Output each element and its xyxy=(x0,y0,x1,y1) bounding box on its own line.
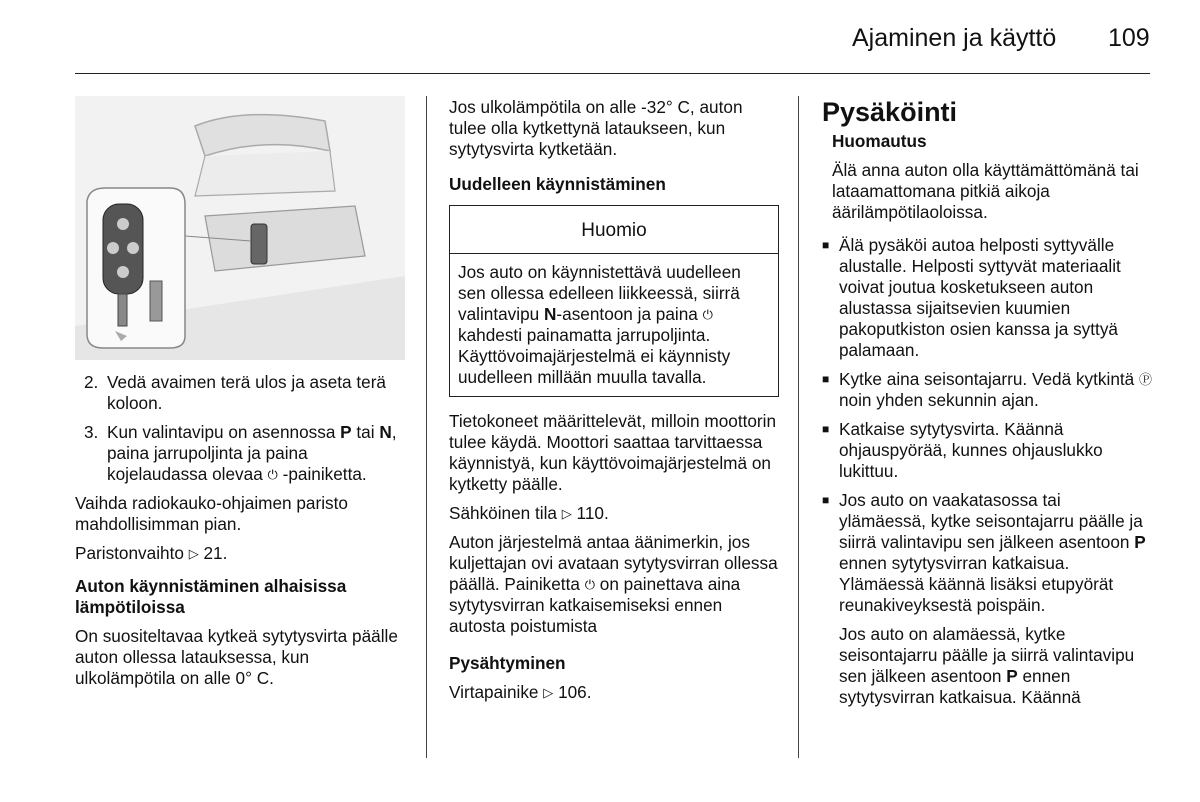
list-item xyxy=(75,422,410,485)
bullet-icon: ■ xyxy=(822,493,830,507)
power-icon: ⏻ xyxy=(267,467,278,482)
warning-box xyxy=(449,205,779,397)
cross-reference: Paristonvaihto ▷ 21. xyxy=(75,543,228,563)
page-ref-icon: ▷ xyxy=(188,546,199,561)
paragraph: Vaihda radiokauko-ohjaimen paristo mahdollisimman pian. xyxy=(75,493,348,534)
gear-p: P xyxy=(340,422,352,442)
key-slot-illustration xyxy=(75,96,405,360)
paragraph: Jos ulkolämpötila on alle -32° C, auton tulee olla kytkettynä lataukseen, kun sytytysvirta kytketään. xyxy=(449,97,743,159)
note-block xyxy=(822,131,1152,223)
column-divider-1 xyxy=(426,96,427,758)
list-item: ■ Katkaise sytytysvirta. Käännä ohjauspyörää, kunnes ohjauslukko lukittuu. xyxy=(822,419,1103,481)
gear-p: P xyxy=(1006,666,1018,686)
column-1 xyxy=(75,372,410,697)
note-title: Huomautus xyxy=(832,131,927,151)
note-text: Älä anna auton olla käyttämättömänä tai lataamattomana pitkiä aikoja äärilämpötilaoloissa. xyxy=(832,160,1139,222)
paragraph: On suositeltavaa kytkeä sytytysvirta päälle auton ollessa latauksessa, kun ulkolämpötila on alle 0° C. xyxy=(75,626,398,688)
warning-title: Huomio xyxy=(450,206,778,254)
column-2 xyxy=(449,97,779,711)
header-rule xyxy=(75,73,1150,74)
list-text: , paina jarrupoljinta ja paina kojelaudassa olevaa xyxy=(107,422,397,484)
power-icon: ⏻ xyxy=(584,577,595,592)
parking-brake-icon: Ⓟ xyxy=(1139,372,1153,387)
section-heading: Pysäköinti xyxy=(822,97,958,127)
bullet-icon: ■ xyxy=(822,422,830,436)
page-number: 109 xyxy=(1108,24,1150,52)
subheading: Auton käynnistäminen alhaisissa lämpötiloissa xyxy=(75,576,347,617)
paragraph: Auton järjestelmä antaa äänimerkin, jos kuljettajan ovi avataan sytytysvirran ollessa päällä. Painiketta ⏻ on painettava aina sytytysvirran katkaisemiseksi ennen autosta poistumista xyxy=(449,532,778,636)
subheading: Pysähtyminen xyxy=(449,653,566,673)
gear-n: N xyxy=(379,422,392,442)
cross-reference: Virtapainike ▷ 106. xyxy=(449,682,592,702)
cross-reference: Sähköinen tila ▷ 110. xyxy=(449,503,609,523)
gear-n: N xyxy=(544,304,557,324)
bullet-icon: ■ xyxy=(822,238,830,252)
warning-text: Jos auto on käynnistettävä uudelleen sen ollessa edelleen liikkeessä, siirrä valintavipu N-asentoon ja paina ⏻ kahdesti painamatta jarrupoljinta. Käyttövoimajärjestelmä ei käynnisty uudelleen millään muulla tavalla. xyxy=(458,262,741,387)
list-item: ■ Älä pysäköi autoa helposti syttyvälle alustalle. Helposti syttyvät materiaalit voivat joutua kosketukseen auton alustassa sijaitsevien kuumien pakoputkiston osien kanssa ja syttyä palamaan. xyxy=(822,235,1121,360)
list-item xyxy=(75,372,410,414)
page-ref-icon: ▷ xyxy=(543,685,554,700)
bullet-icon: ■ xyxy=(822,372,830,386)
list-number: 3. xyxy=(84,422,99,442)
list-text: Vedä avaimen terä ulos ja aseta terä koloon. xyxy=(107,372,386,413)
header-title: Ajaminen ja käyttö xyxy=(852,24,1057,52)
list-item: ■ Jos auto on vaakatasossa tai ylämäessä, kytke seisontajarru päälle ja siirrä valintavipu sen jälkeen asentoon P ennen sytytysvirran katkaisua. Ylämäessä käännä lisäksi etupyörät reunakiveyksestä poispäin. xyxy=(822,490,1146,615)
list-text: tai xyxy=(351,422,380,442)
power-icon: ⏻ xyxy=(702,307,713,322)
subheading: Uudelleen käynnistäminen xyxy=(449,174,666,194)
list-continuation: Jos auto on alamäessä, kytke seisontajarru päälle ja siirrä valintavipu sen jälkeen asentoon P ennen sytytysvirran katkaisua. Käännä xyxy=(839,624,1135,707)
page-ref-icon: ▷ xyxy=(561,506,572,521)
column-3 xyxy=(822,97,1152,708)
gear-p: P xyxy=(1134,532,1146,552)
paragraph: Tietokoneet määrittelevät, milloin moottorin tulee käydä. Moottori saattaa tarvittaessa käynnistyä, kun käyttövoimajärjestelmä on kytketty päälle. xyxy=(449,411,777,494)
key-fob-drawing xyxy=(75,96,405,360)
column-divider-2 xyxy=(798,96,799,758)
list-text: Kun valintavipu on asennossa xyxy=(107,422,341,442)
list-text: -painiketta. xyxy=(277,464,367,484)
list-item: ■ Kytke aina seisontajarru. Vedä kytkintä Ⓟ noin yhden sekunnin ajan. xyxy=(822,369,1153,410)
list-number: 2. xyxy=(84,372,99,392)
